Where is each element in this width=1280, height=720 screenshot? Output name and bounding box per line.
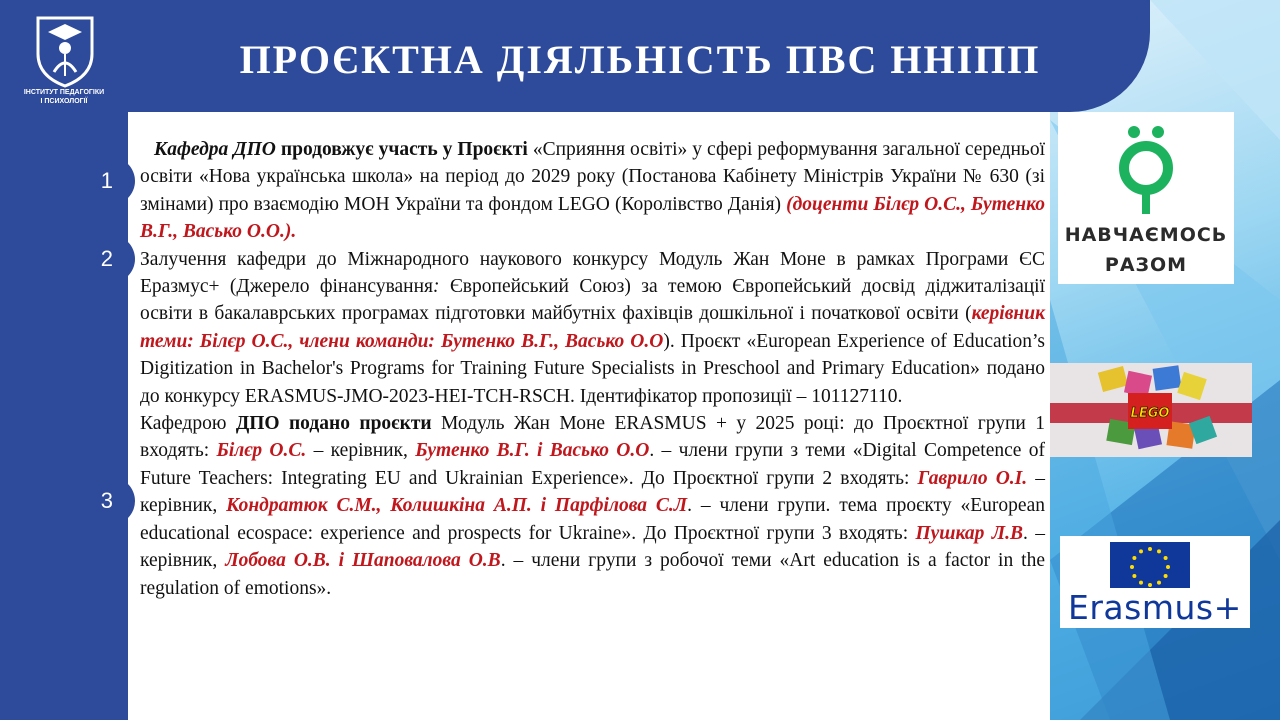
body-text: [140, 136, 1045, 602]
page-title: ПРОЄКТНА ДІЯЛЬНІСТЬ ПВС ННІПП: [239, 37, 1041, 82]
institute-logo-caption: [12, 88, 116, 106]
nr-logo-line2: РАЗОМ: [1104, 254, 1188, 276]
p3-person-j: Кондратюк С.М., Колишкіна А.П. і Парфілова С.Л: [226, 495, 688, 517]
p3-person-d: Білєр О.С.: [216, 440, 307, 462]
p3-person-n: Лобова О.В. і Шаповалова О.В: [225, 550, 501, 572]
paragraph-2: [140, 246, 1045, 410]
shield-icon: [20, 10, 110, 90]
erasmus-wordmark: Erasmus+: [1068, 588, 1242, 627]
marker-2: [0, 235, 135, 283]
p3-text-o: . – члени групи з робочої теми «Art education is a factor in the regulation of emotions».: [140, 550, 1045, 599]
paragraph-1: [140, 136, 1045, 246]
lego-bricks-image: [1050, 363, 1252, 457]
p1-continues: продовжує участь у Проєкті: [275, 139, 528, 160]
p2-text-c: Європейський Союз) за темою Європейський досвід діджиталізації освіти в бакалаврських програмах підготовки майбутніх фахівців дошкільної і початкової освіти (: [140, 276, 1045, 325]
nr-logo-card: [1058, 112, 1234, 284]
lego-logo-card: [1050, 363, 1252, 457]
p2-text-a: Залучення кафедри до Міжнародного наукового конкурсу Модуль Жан Моне в рамках Програми ЄС Еразмус+ (Джерело фінансування: [140, 248, 1045, 298]
p3-person-f: Бутенко В.Г. і Васько О.О: [415, 440, 650, 462]
p1-department: Кафедра ДПО: [154, 139, 276, 160]
p1-text: «Сприяння освіті» у сфері реформування загальної середньої освіти «Нова українська школа» на період до 2029 року (Постанова Кабінету Міністрів України № 630 (зі змінами) про взаємодію МОН України та фондом LEGO (Королівство Данія): [140, 139, 1045, 215]
p2-colon: :: [433, 276, 440, 298]
p3-text-a: Кафедрою: [140, 413, 236, 435]
marker-1: [0, 157, 135, 205]
nr-logo-line1: НАВЧАЄМОСЬ: [1064, 224, 1228, 246]
p3-text-e: – керівник,: [306, 440, 416, 462]
logo-caption-line1: ІНСТИТУТ ПЕДАГОГІКИ: [23, 89, 105, 96]
nr-logo-icon: [1058, 112, 1234, 222]
logo-caption-line2: І ПСИХОЛОГІЇ: [40, 98, 88, 105]
p3-person-l: Пушкар Л.В: [915, 522, 1024, 544]
p1-people: (доценти Білєр О.С., Бутенко В.Г., Васько О.О.).: [140, 193, 1045, 243]
p3-text-g: . – члени групи з теми «Digital Competence of Future Teachers: Integrating EU and Ukrainian Experience». До Проєктної групи 2 входять:: [140, 440, 1045, 489]
paragraph-3: [140, 410, 1045, 602]
p3-text-c: Модуль Жан Моне ERASMUS + у 2025 році: до Проєктної групи 1 входять:: [140, 413, 1045, 462]
p3-text-m: . – керівник,: [140, 522, 1045, 572]
marker-3-label: 3: [100, 488, 113, 513]
p3-bold: ДПО подано проєкти: [235, 413, 432, 435]
p2-people: керівник теми: Білєр О.С., члени команди: Бутенко В.Г., Васько О.О: [140, 303, 1045, 352]
p3-person-h: Гаврило О.І.: [917, 467, 1028, 489]
marker-1-label: 1: [100, 168, 113, 193]
marker-2-label: 2: [100, 246, 113, 271]
marker-3: [0, 477, 135, 525]
p3-text-k: . – члени групи. тема проєкту «European educational ecospace: experience and prospects for Ukraine». До Проєктної групи 3 входять:: [140, 495, 1045, 544]
p2-text-e: ). Проєкт «European Experience of Education’s Digitization in Bachelor's Programs for Training Future Specialists in Preschool and Primary Education» подано до конкурсу ERASMUS-JMO-2023-HEI-TCH-RSCH. Ідентифікатор пропозиції – 101127110.: [140, 330, 1045, 407]
eu-flag-icon: [1060, 536, 1250, 588]
p3-text-i: – керівник,: [140, 467, 1046, 517]
lego-wordmark: LEGO: [1130, 406, 1170, 421]
